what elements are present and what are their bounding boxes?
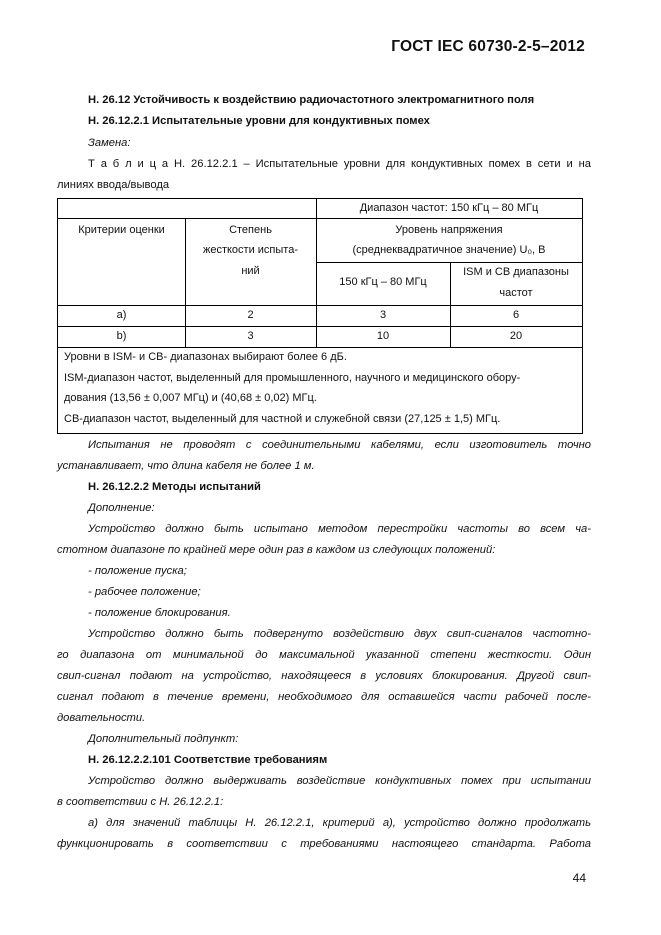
replace-label: Замена: xyxy=(88,137,131,149)
list-item: - положение блокирования. xyxy=(88,607,231,619)
table-cell: a) xyxy=(116,309,127,321)
subcolumn-header: частот xyxy=(499,287,533,299)
paragraph-line: функционировать в соответствии с требованиями настоящего стандарта. Работа xyxy=(57,838,591,850)
table-note: дования (13,56 ± 0,007 МГц) и (40,68 ± 0,02) МГц. xyxy=(64,392,317,404)
subsection-title: Н. 26.12.2.1 Испытательные уровни для кондуктивных помех xyxy=(88,115,430,127)
section-title: Н. 26.12 Устойчивость к воздействию радиочастотного электромагнитного поля xyxy=(88,94,535,106)
severity-column-header: жесткости испыта- xyxy=(202,244,298,256)
table-caption-line: линиях ввода/вывода xyxy=(57,179,170,191)
table-note: ISM-диапазон частот, выделенный для промышленного, научного и медицинского обору- xyxy=(64,372,521,384)
paragraph-line: стотном диапазоне по крайней мере один раз в каждом из следующих положений: xyxy=(57,544,496,556)
table-cell: b) xyxy=(116,330,127,342)
subsection-title: Н. 26.12.2.2.101 Соответствие требованиям xyxy=(88,754,328,766)
table-cell: 20 xyxy=(509,330,523,342)
table-note: Уровни в ISM- и CB- диапазонах выбирают более 6 дБ. xyxy=(64,351,347,363)
severity-column-header: ний xyxy=(241,265,260,277)
paragraph-line: Устройство должно выдерживать воздействие кондуктивных помех при испытании xyxy=(88,775,591,787)
additional-subclause-label: Дополнительный подпункт: xyxy=(88,733,239,745)
list-item: - положение пуска; xyxy=(88,565,187,577)
voltage-column-header: Уровень напряжения xyxy=(395,224,503,236)
paragraph-line: Устройство должно быть испытано методом перестройки частоты во всем ча- xyxy=(88,523,591,535)
table-cell: 6 xyxy=(512,309,520,321)
paragraph-line: Испытания не проводят с соединительными кабелями, если изготовитель точно xyxy=(88,439,591,451)
paragraph-line: го диапазона от минимальной до максимальной указанной степени жесткости. Один xyxy=(57,649,591,661)
subcolumn-header: ISM и CB диапазоны xyxy=(463,266,569,278)
criteria-column-header: Критерии оценки xyxy=(78,224,165,236)
subcolumn-header: 150 кГц – 80 МГц xyxy=(339,276,427,288)
paragraph-line: а) для значений таблицы Н. 26.12.2.1, критерий а), устройство должно продолжать xyxy=(88,817,591,829)
paragraph-line: Устройство должно быть подвергнуто воздействию двух свип-сигналов частотно- xyxy=(88,628,591,640)
page-number: 44 xyxy=(572,871,586,885)
list-item: - рабочее положение; xyxy=(88,586,201,598)
table-cell: 2 xyxy=(247,309,254,321)
table-cell: 10 xyxy=(376,330,390,342)
subsection-title: Н. 26.12.2.2 Методы испытаний xyxy=(88,481,261,493)
table-cell: 3 xyxy=(379,309,387,321)
document-header: ГОСТ IEC 60730-2-5–2012 xyxy=(391,38,585,55)
paragraph-line: в соответствии с Н. 26.12.2.1: xyxy=(57,796,224,808)
voltage-column-header: (среднеквадратичное значение) U₀, В xyxy=(352,244,546,256)
paragraph-line: устанавливает, что длина кабеля не более 1 м. xyxy=(57,460,315,472)
severity-column-header: Степень xyxy=(229,224,272,236)
paragraph-line: свип-сигнал подают на устройство, находящееся в условиях блокирования. Другой свип- xyxy=(57,670,591,682)
addition-label: Дополнение: xyxy=(88,502,155,514)
paragraph-line: довательности. xyxy=(57,712,146,724)
table-note: CB-диапазон частот, выделенный для частной и служебной связи (27,125 ± 1,5) МГц. xyxy=(64,413,501,425)
test-levels-table xyxy=(57,198,583,434)
paragraph-line: сигнал подают в течение времени, необходимого для оставшейся части рабочей после- xyxy=(57,691,591,703)
table-cell: 3 xyxy=(247,330,254,342)
table-caption-line: Т а б л и ц а Н. 26.12.2.1 – Испытательные уровни для кондуктивных помех в сети и на xyxy=(88,158,591,170)
frequency-range-header: Диапазон частот: 150 кГц – 80 МГц xyxy=(359,202,539,214)
